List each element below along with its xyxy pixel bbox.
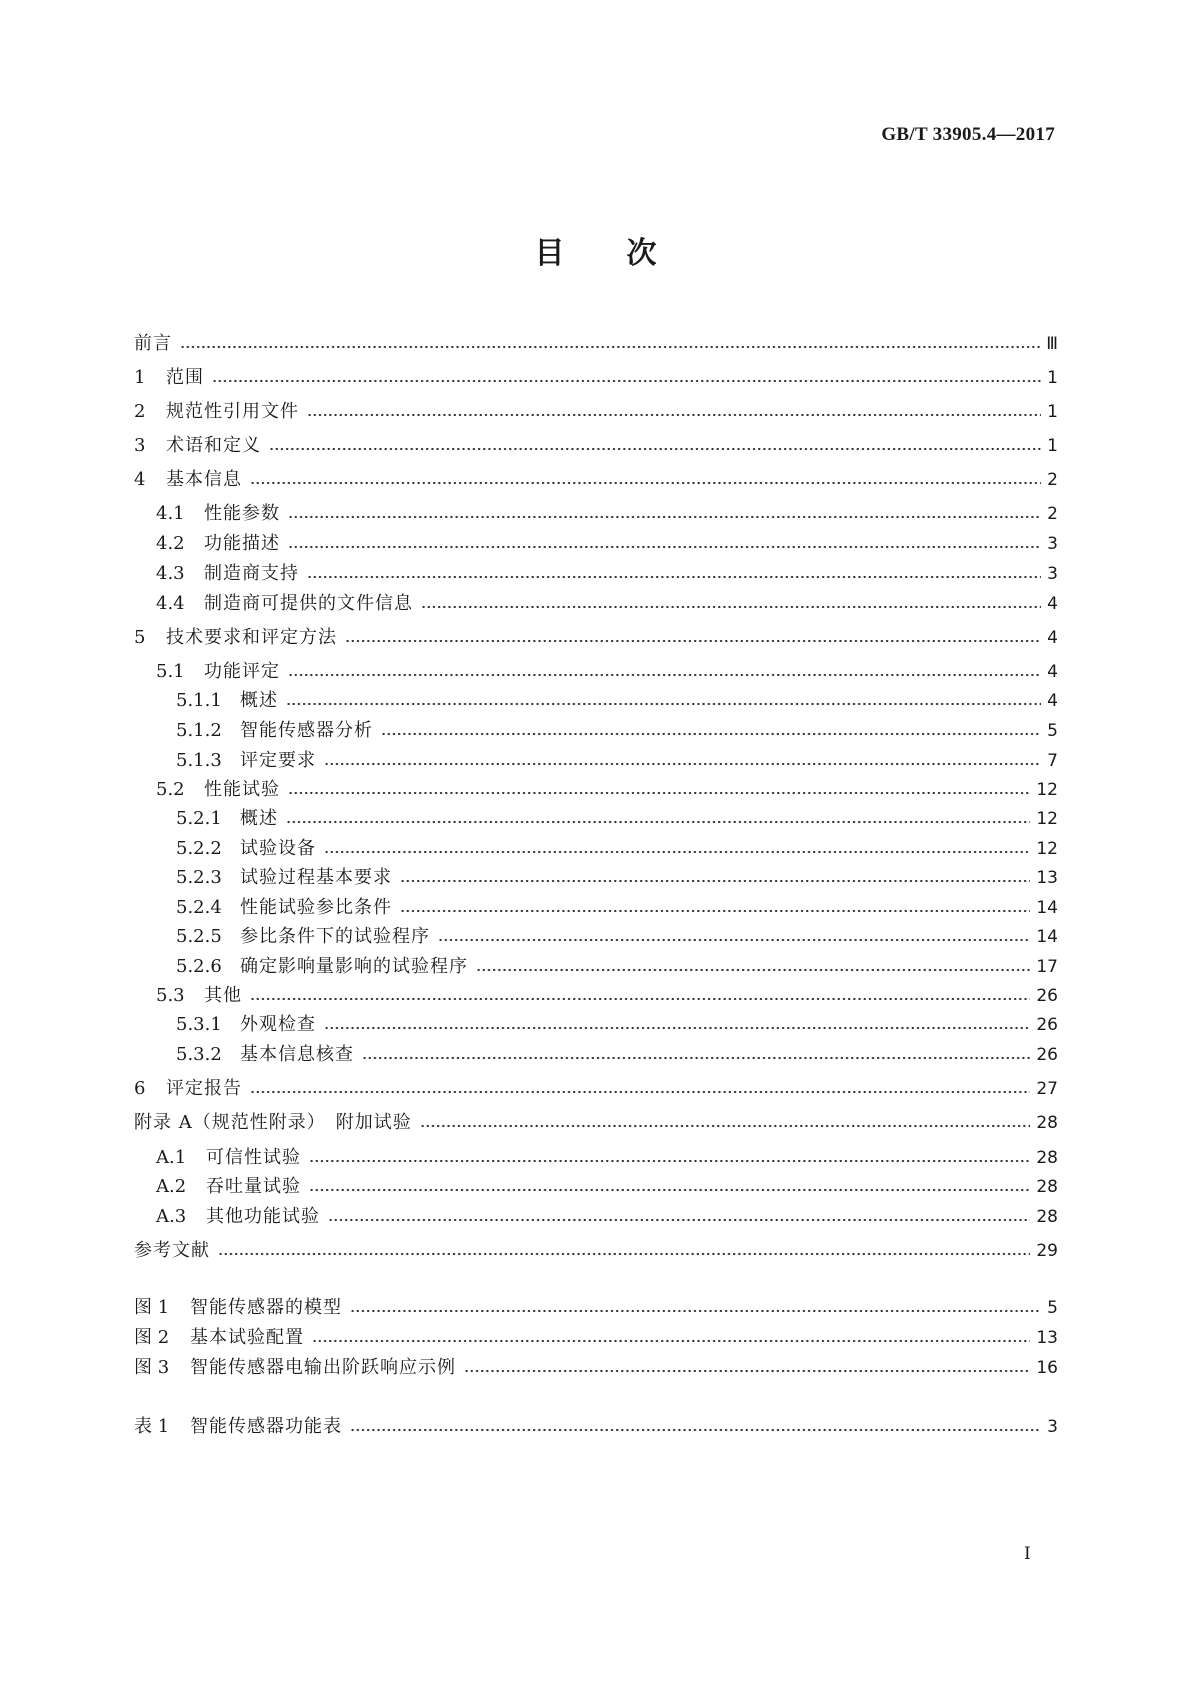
- toc-entry[interactable]: [134, 562, 1058, 586]
- toc-entry-label: 可信性试验: [206, 1147, 301, 1168]
- dot-leader: [476, 968, 1030, 972]
- toc-entry-page: 12: [1036, 809, 1058, 829]
- toc-entry-page: 5: [1047, 1298, 1058, 1318]
- toc-entry-label: 概述: [240, 808, 278, 829]
- toc-entry-label: 智能传感器功能表: [190, 1416, 342, 1437]
- toc-entry-label: 功能评定: [204, 661, 280, 682]
- toc-entry-page: 4: [1047, 628, 1058, 648]
- toc-entry-page: 4: [1047, 662, 1058, 682]
- toc-entry-page: 2: [1047, 470, 1058, 490]
- toc-entry-page: 1: [1047, 368, 1058, 388]
- toc-entry-label: 技术要求和评定方法: [166, 627, 337, 648]
- dot-leader: [324, 762, 1041, 766]
- dot-leader: [421, 605, 1041, 609]
- toc-entry-label: 附录 A（规范性附录） 附加试验: [134, 1112, 412, 1133]
- dot-leader: [350, 1428, 1041, 1432]
- toc-entry[interactable]: [134, 1146, 1058, 1170]
- toc-entry-label: 性能试验参比条件: [240, 897, 392, 918]
- dot-leader: [328, 1218, 1030, 1222]
- toc-entry-number: 5.2: [156, 779, 185, 800]
- toc-entry-page: 14: [1036, 927, 1058, 947]
- toc-entry[interactable]: [134, 1205, 1058, 1229]
- dot-leader: [288, 791, 1030, 795]
- toc-entry[interactable]: [134, 896, 1058, 920]
- dot-leader: [420, 1124, 1031, 1128]
- toc-entry-label: 评定报告: [166, 1078, 242, 1099]
- toc-entry[interactable]: [134, 1077, 1058, 1101]
- toc-entry-page: 1: [1047, 402, 1058, 422]
- toc-entry-label: 智能传感器分析: [240, 720, 373, 741]
- toc-entry[interactable]: [134, 1175, 1058, 1199]
- toc-entry-page: 28: [1036, 1177, 1058, 1197]
- dot-leader: [269, 447, 1041, 451]
- toc-entry-number: 5.3.1: [176, 1014, 222, 1035]
- toc-entry[interactable]: [134, 778, 1058, 802]
- toc-entry-number: 1: [134, 367, 146, 388]
- toc-entry[interactable]: [134, 955, 1058, 979]
- dot-leader: [250, 481, 1041, 485]
- toc-entry-label: 试验过程基本要求: [240, 867, 392, 888]
- toc-entry-page: 29: [1036, 1241, 1058, 1261]
- toc-entry[interactable]: [134, 660, 1058, 684]
- toc-entry-label: 性能参数: [204, 503, 280, 524]
- dot-leader: [464, 1369, 1030, 1373]
- toc-entry-number: 5.2.2: [176, 838, 222, 859]
- toc-entry-label: 智能传感器电输出阶跃响应示例: [190, 1357, 456, 1378]
- toc-entry-number: 4.3: [156, 563, 185, 584]
- toc-entry-label: 规范性引用文件: [166, 401, 299, 422]
- toc-entry-number: 5.2.6: [176, 956, 222, 977]
- toc-entry-label: 术语和定义: [166, 435, 261, 456]
- toc-entry-number: 图 1: [134, 1297, 170, 1318]
- page-title: 目次: [534, 236, 719, 271]
- dot-leader: [250, 997, 1030, 1001]
- toc-entry-number: 5.1.2: [176, 720, 222, 741]
- dot-leader: [438, 938, 1030, 942]
- toc-entry[interactable]: [134, 532, 1058, 556]
- dot-leader: [288, 545, 1041, 549]
- toc-entry-number: 3: [134, 435, 146, 456]
- toc-entry-page: 28: [1036, 1207, 1058, 1227]
- toc-entry[interactable]: [134, 468, 1058, 492]
- toc-entry[interactable]: [134, 1415, 1058, 1439]
- toc-entry-page: 28: [1036, 1148, 1058, 1168]
- dot-leader: [362, 1056, 1030, 1060]
- toc-entry[interactable]: [134, 1013, 1058, 1037]
- toc-entry-label: 功能描述: [204, 533, 280, 554]
- toc-entry[interactable]: [134, 502, 1058, 526]
- toc-entry-page: 3: [1047, 1417, 1058, 1437]
- toc-entry[interactable]: [134, 689, 1058, 713]
- dot-leader: [212, 379, 1041, 383]
- toc-entry[interactable]: [134, 1043, 1058, 1067]
- toc-entry-number: 4.2: [156, 533, 185, 554]
- toc-entry-page: 3: [1047, 564, 1058, 584]
- dot-leader: [345, 639, 1041, 643]
- dot-leader: [309, 1188, 1030, 1192]
- toc-entry[interactable]: [134, 807, 1058, 831]
- toc-entry-page: 7: [1047, 751, 1058, 771]
- toc-entry-label: 基本信息核查: [240, 1044, 354, 1065]
- toc-entry-number: 5.3.2: [176, 1044, 222, 1065]
- toc-entry-label: 范围: [166, 367, 204, 388]
- toc-entry-number: 图 2: [134, 1327, 170, 1348]
- toc-entry-number: 4.1: [156, 503, 185, 524]
- toc-entry-label: 吞吐量试验: [206, 1176, 301, 1197]
- toc-entry-page: 26: [1036, 986, 1058, 1006]
- toc-entry[interactable]: [134, 749, 1058, 773]
- toc-entry[interactable]: [134, 366, 1058, 390]
- dot-leader: [288, 515, 1041, 519]
- dot-leader: [312, 1339, 1030, 1343]
- toc-entry-number: 5.2.4: [176, 897, 222, 918]
- dot-leader: [400, 879, 1030, 883]
- toc-entry-label: 参比条件下的试验程序: [240, 926, 430, 947]
- toc-entry-label: 参考文献: [134, 1240, 210, 1261]
- dot-leader: [286, 820, 1030, 824]
- dot-leader: [324, 1026, 1030, 1030]
- toc-entry[interactable]: [134, 332, 1058, 356]
- toc-entry-label: 外观检查: [240, 1014, 316, 1035]
- toc-entry-number: 5.2.3: [176, 867, 222, 888]
- toc-entry-number: 5.1: [156, 661, 185, 682]
- toc-entry-number: A.3: [156, 1206, 187, 1227]
- dot-leader: [324, 850, 1030, 854]
- toc-entry[interactable]: [134, 400, 1058, 424]
- toc-entry-page: 2: [1047, 504, 1058, 524]
- toc-entry-label: 智能传感器的模型: [190, 1297, 342, 1318]
- toc-entry-number: A.1: [156, 1147, 187, 1168]
- toc-entry-label: 基本试验配置: [190, 1327, 304, 1348]
- toc-entry-label: 其他功能试验: [206, 1206, 320, 1227]
- toc-entry[interactable]: [134, 1111, 1058, 1135]
- toc-entry[interactable]: [134, 719, 1058, 743]
- toc-entry-page: 1: [1047, 436, 1058, 456]
- toc-entry-page: 16: [1036, 1358, 1058, 1378]
- toc-entry-label: 前言: [134, 333, 172, 354]
- toc-entry[interactable]: [134, 1296, 1058, 1320]
- toc-entry[interactable]: [134, 434, 1058, 458]
- standard-code: GB/T 33905.4—2017: [881, 124, 1055, 145]
- toc-entry-page: 14: [1036, 898, 1058, 918]
- toc-entry-number: 5.3: [156, 985, 185, 1006]
- toc-entry-page: 13: [1036, 868, 1058, 888]
- toc-entry-page: 4: [1047, 691, 1058, 711]
- toc-entry-label: 制造商可提供的文件信息: [204, 593, 413, 614]
- toc-entry[interactable]: [134, 626, 1058, 650]
- toc-entry[interactable]: [134, 592, 1058, 616]
- toc-entry-page: 12: [1036, 839, 1058, 859]
- toc-entry-number: 5.1.1: [176, 690, 222, 711]
- toc-entry-number: A.2: [156, 1176, 187, 1197]
- dot-leader: [400, 909, 1030, 913]
- toc-entry[interactable]: [134, 866, 1058, 890]
- toc-entry-label: 制造商支持: [204, 563, 299, 584]
- toc-entry[interactable]: [134, 837, 1058, 861]
- toc-entry-number: 4.4: [156, 593, 185, 614]
- dot-leader: [350, 1309, 1041, 1313]
- toc-entry-page: 28: [1036, 1113, 1058, 1133]
- page-number: I: [1024, 1544, 1031, 1564]
- toc-entry-page: 5: [1047, 721, 1058, 741]
- dot-leader: [250, 1090, 1030, 1094]
- toc-entry-page: 12: [1036, 780, 1058, 800]
- toc-entry-label: 其他: [204, 985, 242, 1006]
- toc-entry-number: 5.2.1: [176, 808, 222, 829]
- toc-entry-number: 2: [134, 401, 146, 422]
- toc-entry-page: 26: [1036, 1045, 1058, 1065]
- toc-entry-number: 表 1: [134, 1416, 170, 1437]
- toc-entry-number: 5.1.3: [176, 750, 222, 771]
- toc-entry-label: 试验设备: [240, 838, 316, 859]
- toc-entry-page: 17: [1036, 957, 1058, 977]
- toc-entry-number: 5: [134, 627, 146, 648]
- toc-entry-page: 27: [1036, 1079, 1058, 1099]
- toc-entry-page: Ⅲ: [1046, 334, 1058, 354]
- toc-entry-number: 5.2.5: [176, 926, 222, 947]
- toc-entry[interactable]: [134, 1356, 1058, 1380]
- toc-entry[interactable]: [134, 1326, 1058, 1350]
- toc-entry-label: 评定要求: [240, 750, 316, 771]
- toc-entry-page: 3: [1047, 534, 1058, 554]
- dot-leader: [286, 702, 1041, 706]
- dot-leader: [381, 732, 1041, 736]
- dot-leader: [309, 1159, 1030, 1163]
- toc-entry-page: 4: [1047, 594, 1058, 614]
- dot-leader: [307, 575, 1041, 579]
- toc-entry[interactable]: [134, 984, 1058, 1008]
- toc-entry-label: 基本信息: [166, 469, 242, 490]
- dot-leader: [180, 345, 1040, 349]
- dot-leader: [218, 1252, 1030, 1256]
- toc-entry-label: 确定影响量影响的试验程序: [240, 956, 468, 977]
- toc-entry-page: 26: [1036, 1015, 1058, 1035]
- toc-entry-page: 13: [1036, 1328, 1058, 1348]
- dot-leader: [307, 413, 1041, 417]
- toc-entry-number: 4: [134, 469, 146, 490]
- toc-entry-label: 性能试验: [204, 779, 280, 800]
- toc-entry-label: 概述: [240, 690, 278, 711]
- dot-leader: [288, 673, 1041, 677]
- toc-entry-number: 图 3: [134, 1357, 170, 1378]
- toc-entry[interactable]: [134, 1239, 1058, 1263]
- toc-entry-number: 6: [134, 1078, 146, 1099]
- toc-entry[interactable]: [134, 925, 1058, 949]
